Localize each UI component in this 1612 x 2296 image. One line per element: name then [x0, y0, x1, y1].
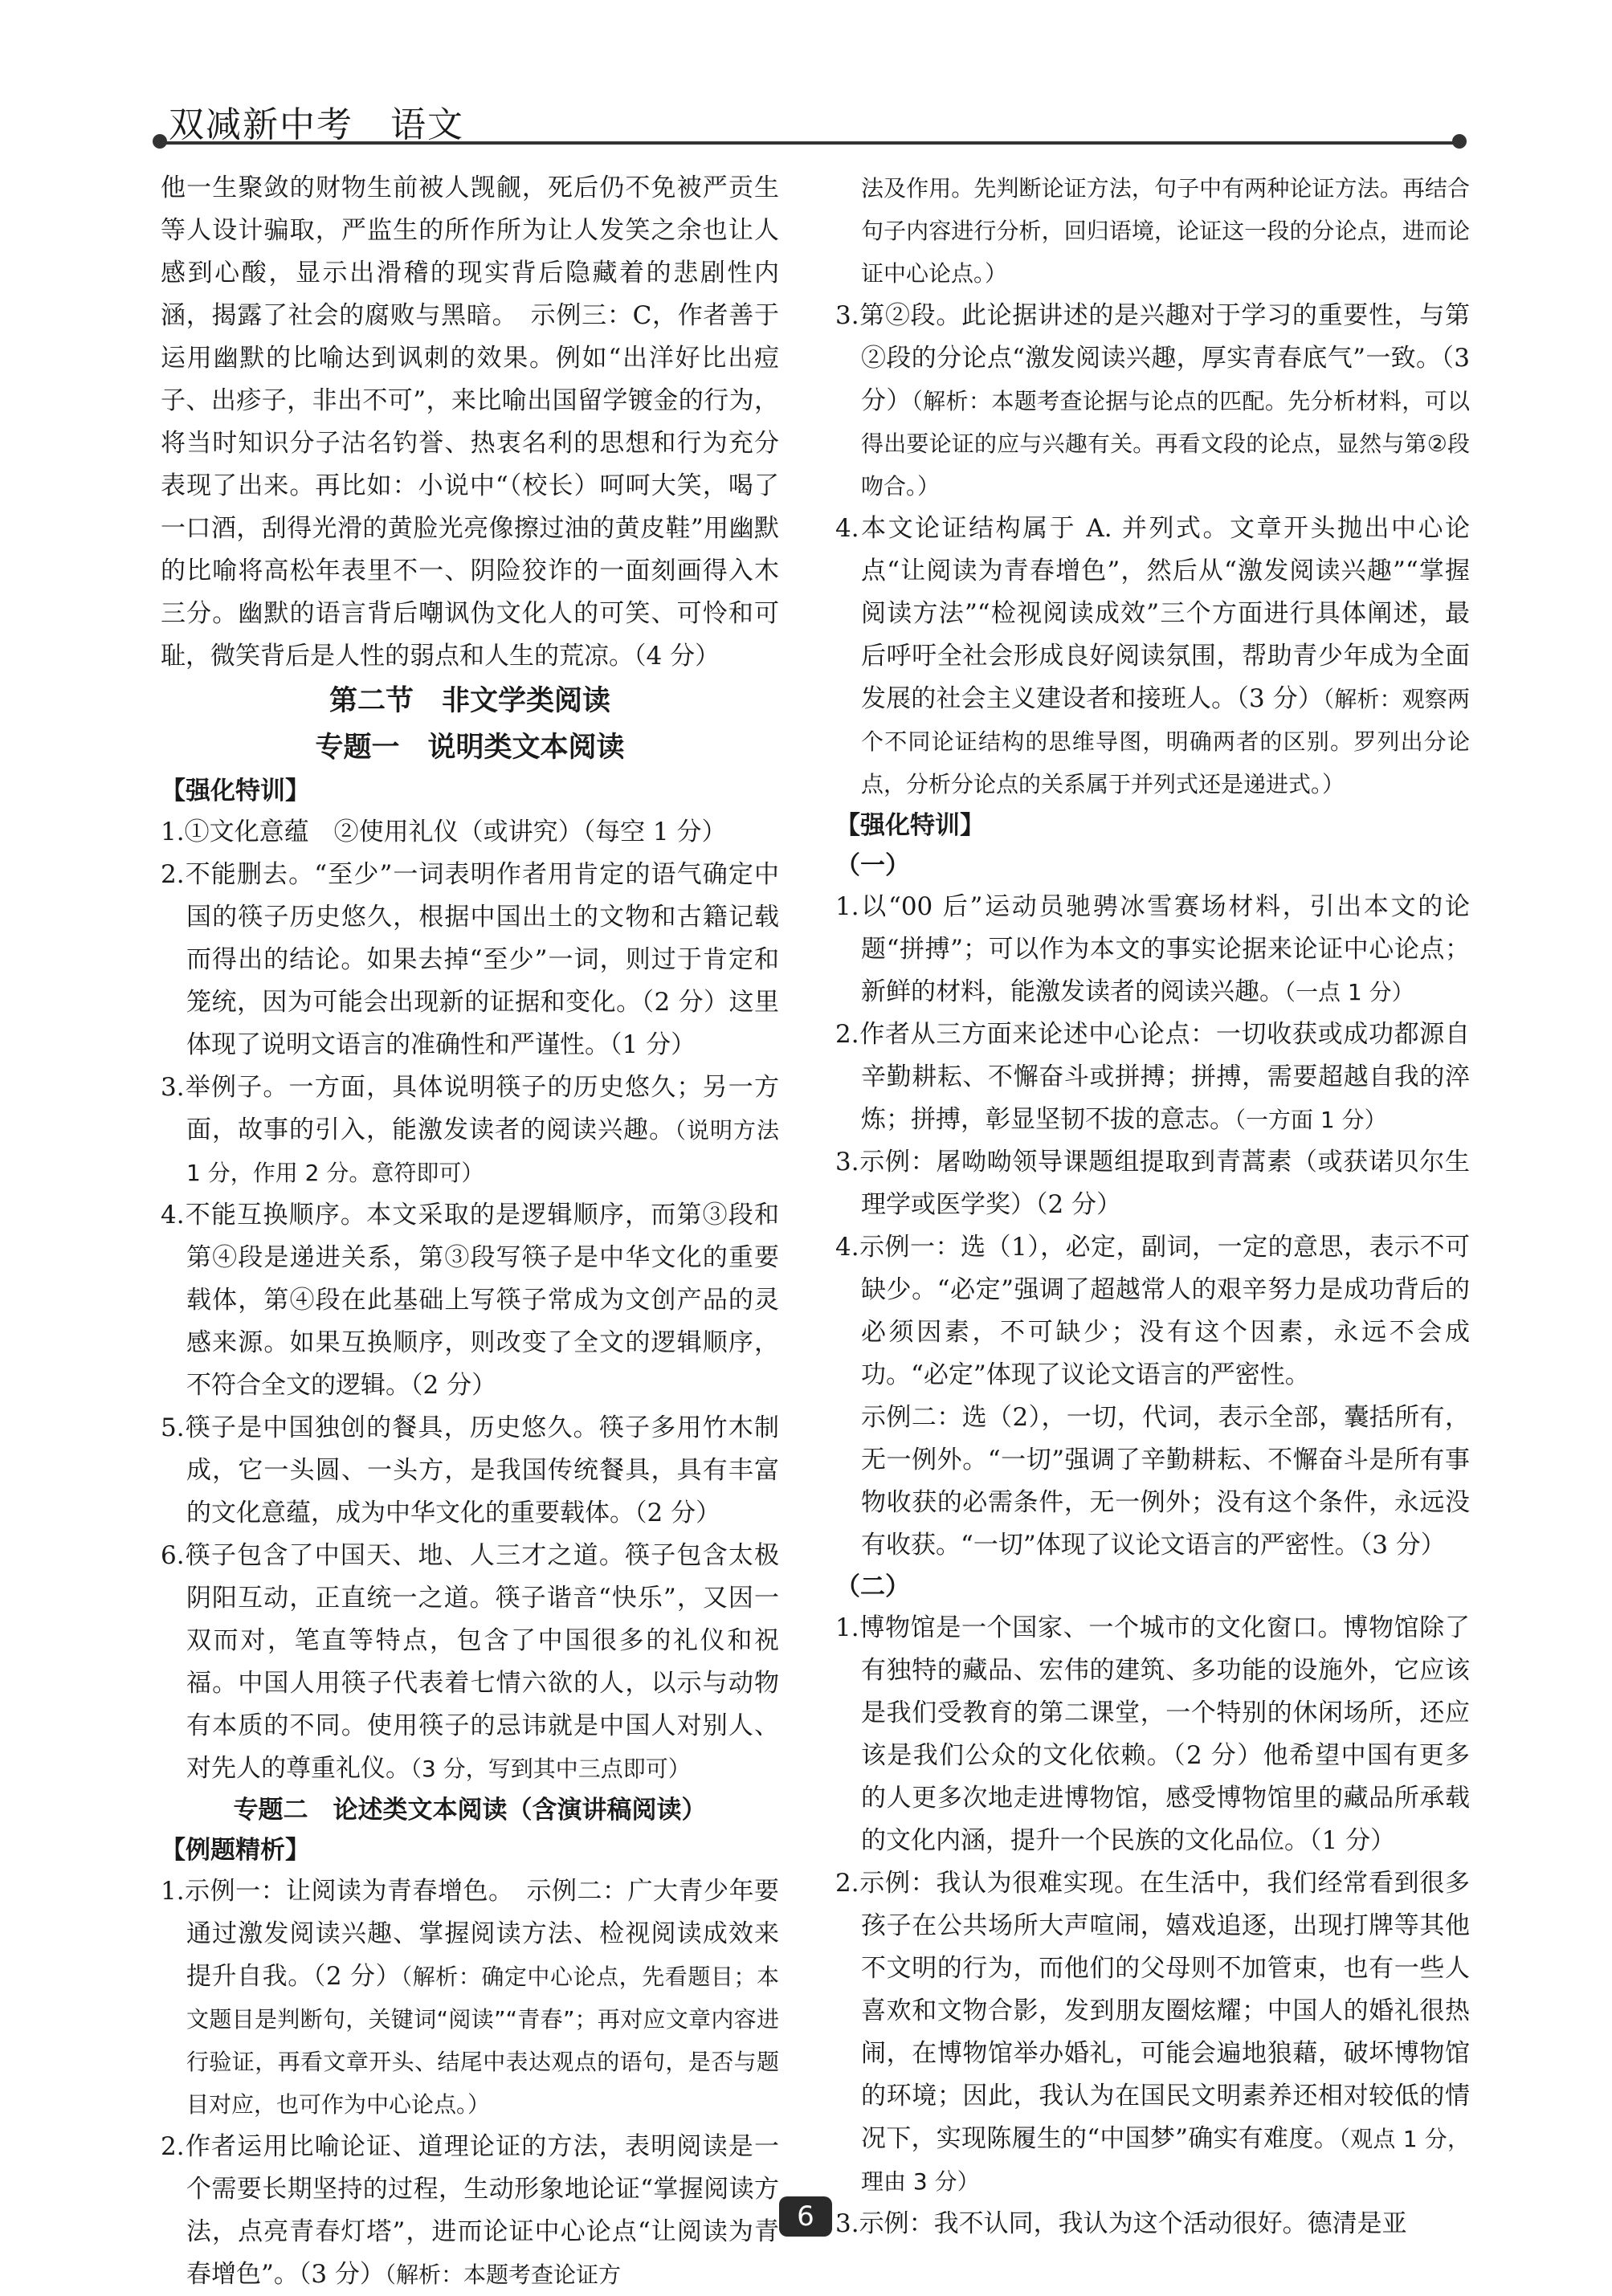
list-item: 1.以“00 后”运动员驰骋冰雪赛场材料，引出本文的论题“拼搏”；可以作为本文的事实论据来论证中心论点；新鲜的材料，能激发读者的阅读兴趣。（一点 1 分）	[835, 892, 1470, 1006]
list-item: 1.示例一：让阅读为青春增色。 示例二：广大青少年要通过激发阅读兴趣、掌握阅读方法、检视阅读成效来提升自我。（2 分）（解析：确定中心论点，先看题目；本文题目是判断句，关键词“阅读”“青春”；再对应文章内容进行验证，再看文章开头、结尾中表达观点的语句，是否与题目对应，也可作为中心论点。）	[161, 1877, 779, 2118]
topic2-title: 专题二 论述类文本阅读（含演讲稿阅读）	[233, 1796, 707, 1825]
list-item: 3.第②段。此论据讲述的是兴趣对于学习的重要性，与第②段的分论点“激发阅读兴趣，厚实青春底气”一致。（3 分）（解析：本题考查论据与论点的匹配。先分析材料，可以得出要论证的应与兴趣有关。再看文段的论点，显然与第②段吻合。）	[835, 301, 1471, 500]
left-column	[161, 167, 779, 2289]
part2-label: （二）	[835, 1572, 910, 1601]
list-item-continued: 示例二：选（2），一切，代词，表示全部，囊括所有，无一例外。“一切”强调了辛勤耕耘、不懈奋斗是所有事物收获的必需条件，无一例外；没有这个条件，永远没有收获。“一切”体现了议论文语言的严密性。（3 分）	[861, 1403, 1470, 1560]
list-item: 3.示例：屠呦呦领导课题组提取到青蒿素（或获诺贝尔生理学或医学奖）（2 分）	[835, 1148, 1470, 1219]
list-item: 4.示例一：选（1），必定，副词，一定的意思，表示不可缺少。“必定”强调了超越常人的艰辛努力是成功背后的必须因素，不可缺少；没有这个因素，永远不会成功。“必定”体现了议论文语言的严密性。	[835, 1233, 1470, 1389]
list-item: 3.示例：我不认同，我认为这个活动很好。德清是亚	[835, 2209, 1407, 2238]
topic1-bracket: 【强化特训】	[161, 777, 310, 805]
part1-list	[835, 886, 1470, 1567]
header-rule	[157, 141, 1458, 145]
list-item: 2.作者从三方面来论述中心论点：一切收获或成功都源自辛勤耕耘、不懈奋斗或拼搏；拼搏，需要超越自我的淬炼；拼搏，彰显坚韧不拔的意志。（一方面 1 分）	[835, 1020, 1470, 1134]
right-column	[835, 167, 1471, 2238]
list-item: 2.不能删去。“至少”一词表明作者用肯定的语气确定中国的筷子历史悠久，根据中国出土的文物和古籍记载而得出的结论。如果去掉“至少”一词，则过于肯定和笼统，因为可能会出现新的证据和变化。（2 分）这里体现了说明文语言的准确性和严谨性。（1 分）	[161, 860, 779, 1059]
section-title: 第二节 非文学类阅读	[329, 685, 610, 717]
topic1-title: 专题一 说明类文本阅读	[315, 732, 625, 764]
list-item: 6.筷子包含了中国天、地、人三才之道。筷子包含太极阴阳互动，正直统一之道。筷子谐音“快乐”，又因一双而对，笔直等特点，包含了中国很多的礼仪和祝福。中国人用筷子代表着七情六欲的人，以示与动物有本质的不同。使用筷子的忌讳就是中国人对别人、对先人的尊重礼仪。（3 分，写到其中三点即可）	[161, 1541, 779, 1783]
continued-text: 法及作用。先判断论证方法，句子中有两种论证方法。再结合句子内容进行分析，回归语境，论证这一段的分论点，进而论证中心论点。）	[861, 175, 1470, 287]
topic2-list	[161, 1870, 779, 2296]
list-item: 2.示例：我认为很难实现。在生活中，我们经常看到很多孩子在公共场所大声喧闹，嬉戏追逐，出现打牌等其他不文明的行为，而他们的父母则不加管束，也有一些人喜欢和文物合影，发到朋友圈炫耀；中国人的婚礼很热闹，在博物馆举办婚礼，可能会遍地狼藉，破坏博物馆的环境；因此，我认为在国民文明素养还相对较低的情况下，实现陈履生的“中国梦”确实有难度。（观点 1 分，理由 3 分）	[835, 1869, 1470, 2195]
topic2-bracket: 【例题精析】	[161, 1836, 310, 1865]
header-rule-dot-right	[1452, 134, 1467, 149]
right-bracket: 【强化特训】	[835, 811, 985, 840]
topic1-list	[161, 811, 779, 1790]
header-rule-dot-left	[153, 134, 167, 149]
part2-list	[835, 1607, 1470, 2245]
list-item: 5.筷子是中国独创的餐具，历史悠久。筷子多用竹木制成，它一头圆、一头方，是我国传统餐具，具有丰富的文化意蕴，成为中华文化的重要载体。（2 分）	[161, 1413, 779, 1527]
page-number: 6	[779, 2196, 832, 2237]
intro-paragraph: 他一生聚敛的财物生前被人觊觎，死后仍不免被严贡生等人设计骗取，严监生的所作所为让人发笑之余也让人感到心酸，显示出滑稽的现实背后隐藏着的悲剧性内涵，揭露了社会的腐败与黑暗。 示例三：C，作者善于运用幽默的比喻达到讽刺的效果。例如“出洋好比出痘子、出疹子，非出不可”，来比喻出国留学镀金的行为，将当时知识分子沽名钓誉、热衷名利的思想和行为充分表现了出来。再比如：小说中“（校长）呵呵大笑，喝了一口酒，刮得光滑的黄脸光亮像擦过油的黄皮鞋”用幽默的比喻将高松年表里不一、阴险狡诈的一面刻画得入木三分。幽默的语言背后嘲讽伪文化人的可笑、可怜和可耻，微笑背后是人性的弱点和人生的荒凉。（4 分）	[161, 173, 779, 671]
list-item: 1.博物馆是一个国家、一个城市的文化窗口。博物馆除了有独特的藏品、宏伟的建筑、多功能的设施外，它应该是我们受教育的第二课堂，一个特别的休闲场所，还应该是我们公众的文化依赖。（2 分）他希望中国有更多的人更多次地走进博物馆，感受博物馆里的藏品所承载的文化内涵，提升一个民族的文化品位。（1 分）	[835, 1613, 1470, 1855]
header-title: 双减新中考 语文	[169, 104, 464, 145]
list-item: 4.不能互换顺序。本文采取的是逻辑顺序，而第③段和第④段是递进关系，第③段写筷子是中华文化的重要载体，第④段在此基础上写筷子常成为文创产品的灵感来源。如果互换顺序，则改变了全文的逻辑顺序，不符合全文的逻辑。（2 分）	[161, 1201, 779, 1400]
list-item: 1.①文化意蕴 ②使用礼仪（或讲究）（每空 1 分）	[161, 818, 727, 846]
list-item: 2.作者运用比喻论证、道理论证的方法，表明阅读是一个需要长期坚持的过程，生动形象地论证“掌握阅读方法，点亮青春灯塔”，进而论证中心论点“让阅读为青春增色”。（3 分）（解析：本题考查论证方	[161, 2132, 779, 2289]
part1-label: （一）	[835, 851, 910, 880]
list-item: 3.举例子。一方面，具体说明筷子的历史悠久；另一方面，故事的引入，能激发读者的阅读兴趣。（说明方法 1 分，作用 2 分。意符即可）	[161, 1073, 779, 1186]
list-item: 4.本文论证结构属于 A. 并列式。文章开头抛出中心论点“让阅读为青春增色”，然后从“激发阅读兴趣”“掌握阅读方法”“检视阅读成效”三个方面进行具体阐述，最后呼吁全社会形成良好阅读氛围，帮助青少年成为全面发展的社会主义建设者和接班人。（3 分）（解析：观察两个不同论证结构的思维导图，明确两者的区别。罗列出分论点，分析分论点的关系属于并列式还是递进式。）	[835, 514, 1470, 797]
